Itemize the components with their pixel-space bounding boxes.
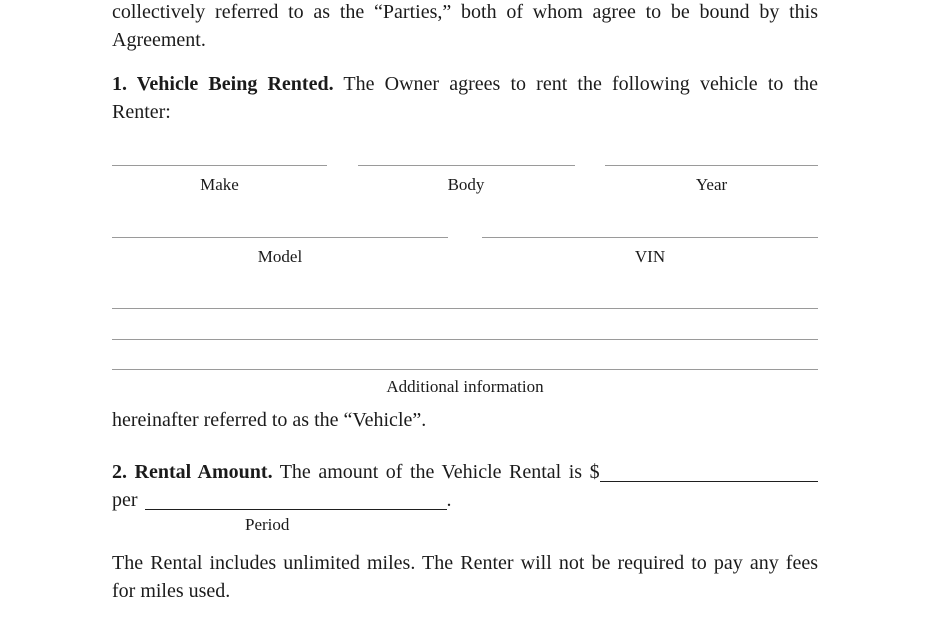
per-text: per	[112, 489, 138, 511]
mileage-line-1: The Rental includes unlimited miles. The Renter will not be required to pay any fees	[112, 552, 818, 574]
mileage-paragraph	[112, 549, 818, 605]
vin-label: VIN	[634, 247, 666, 266]
vin-field	[482, 208, 818, 267]
additional-info-line-3[interactable]	[112, 340, 818, 370]
model-label: Model	[257, 247, 303, 266]
section2-amount-line	[112, 458, 818, 486]
period-blank[interactable]	[145, 509, 447, 510]
make-field	[112, 136, 327, 195]
body-label: Body	[447, 175, 485, 194]
vehicle-fields-row-2	[112, 208, 818, 267]
vin-blank[interactable]	[482, 208, 818, 238]
section1-line-1	[112, 70, 818, 98]
section2-text	[112, 458, 600, 486]
body-blank[interactable]	[358, 136, 575, 166]
section1-paragraph	[112, 70, 818, 126]
additional-info-line-1[interactable]	[112, 279, 818, 309]
section2-lead: The amount of the Vehicle Rental is	[279, 461, 583, 483]
period-caption: Period	[245, 515, 290, 534]
intro-paragraph	[112, 0, 818, 54]
vehicle-fields-row-1	[112, 136, 818, 195]
model-field	[112, 208, 448, 267]
section1-line-2: Renter:	[112, 101, 171, 123]
make-label: Make	[200, 175, 239, 194]
additional-info-label: Additional information	[386, 377, 544, 396]
make-blank[interactable]	[112, 136, 327, 166]
additional-info-field	[112, 279, 818, 397]
body-field	[358, 136, 575, 195]
sentence-period: .	[446, 489, 452, 511]
year-field	[605, 136, 818, 195]
section1-line1-rest: The Owner agrees to rent the following vehicle to the	[343, 73, 818, 95]
section2-period-line	[112, 486, 818, 514]
dollar-sign: $	[589, 461, 600, 483]
period-caption-row	[112, 514, 818, 535]
model-blank[interactable]	[112, 208, 448, 238]
year-label: Year	[695, 175, 728, 194]
section1-heading: 1. Vehicle Being Rented.	[112, 73, 334, 95]
intro-line-1: collectively referred to as the “Parties,” both of whom agree to be bound by this	[112, 1, 818, 23]
year-blank[interactable]	[605, 136, 818, 166]
additional-info-line-2[interactable]	[112, 309, 818, 340]
amount-blank[interactable]	[600, 481, 818, 482]
section2-heading: 2. Rental Amount.	[112, 461, 273, 483]
intro-line-2: Agreement.	[112, 29, 206, 51]
mileage-line-2: for miles used.	[112, 580, 231, 602]
hereinafter-paragraph: hereinafter referred to as the “Vehicle”.	[112, 409, 427, 431]
